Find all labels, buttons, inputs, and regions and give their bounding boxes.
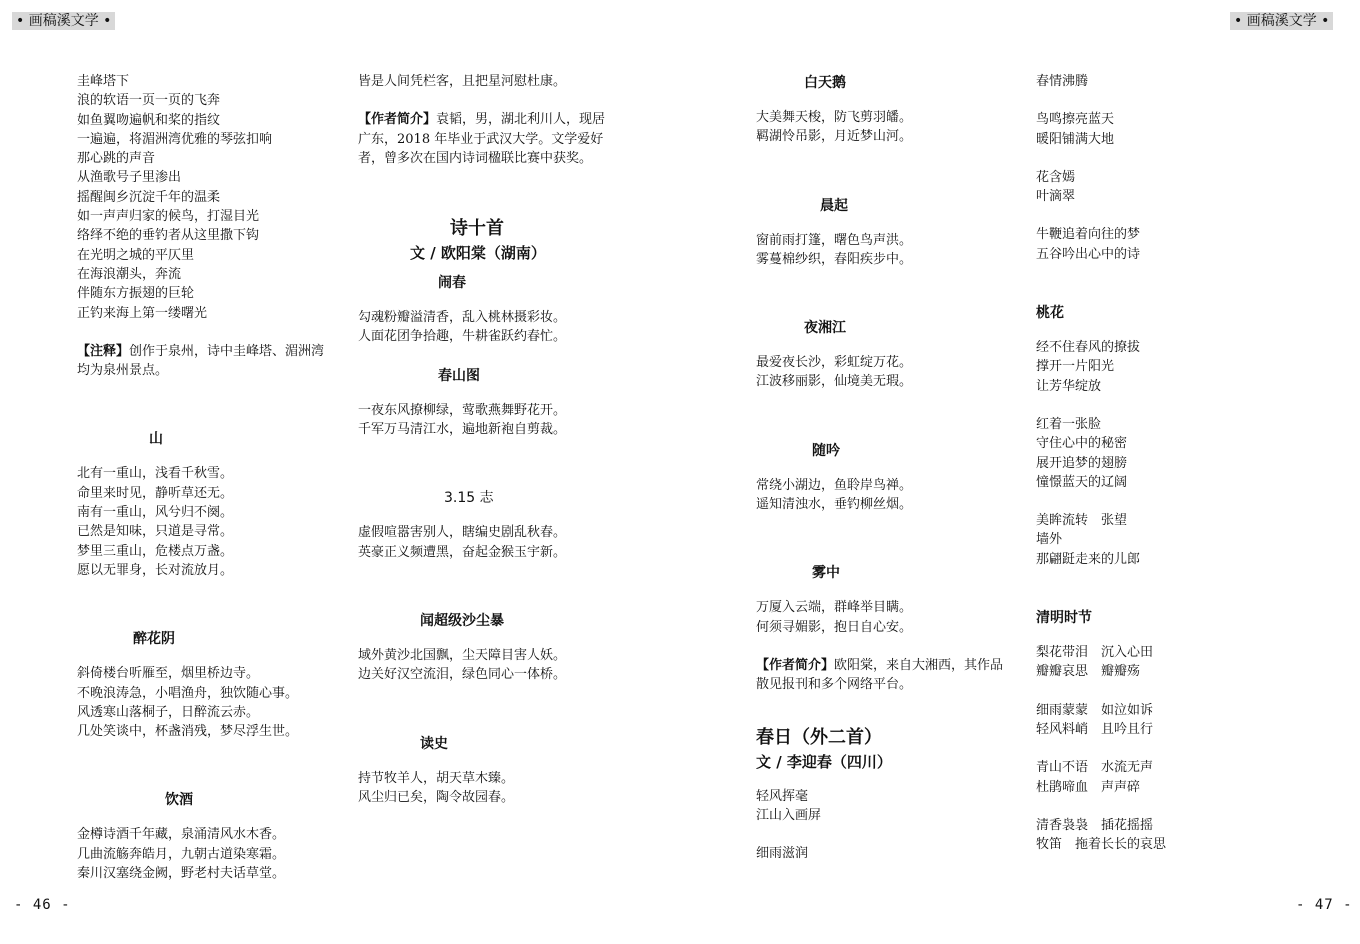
poem-line: 鸟鸣擦亮蓝天 [1036,112,1115,128]
poem-line: 窗前雨打篷，曙色鸟声洪。 [756,232,913,248]
column-3 [756,72,1016,863]
poem-line: 几曲流觞奔皓月，九朝古道染寒霜。 [77,846,286,862]
poem-title-taohua: 桃花 [1036,305,1064,322]
poem-line: 撑开一片阳光 [1036,359,1115,375]
poem-line: 南有一重山，风兮归不阕。 [77,505,234,521]
poem-line: 花含嫣 [1036,169,1076,185]
poem-line: 命里来时见，静听草还无。 [77,485,234,501]
poem-line: 红着一张脸 [1036,416,1102,432]
poem-line: 持节牧羊人，胡天草木臻。 [358,770,515,786]
poem-line: 杜鹃啼血 声声碎 [1036,779,1141,795]
poem-line: 细雨滋润 [756,846,809,862]
poem-line: 风尘归已矣，陶令故园春。 [358,789,515,805]
poem-title: 春山图 [438,367,480,384]
poem-line: 梦里三重山，危楼点万盏。 [77,543,234,559]
note-text: 创作于泉州，诗中圭峰塔、湄洲湾均为泉州景点。 [77,343,325,379]
poem-line: 梨花带泪 沉入心田 [1036,645,1154,661]
poem-line: 一遍遍，将湄洲湾优雅的琴弦扣响 [77,131,273,147]
poem-title: 读史 [420,735,448,752]
poem-line: 大美舞天梭，防飞剪羽皤。 [756,110,913,125]
poem-line: 北有一重山，浅看千秋雪。 [77,466,234,482]
poem-line: 万厦入云端，群峰举目瞒。 [756,600,913,616]
note-label: 【注释】 [77,343,130,359]
poem-line: 不晚浪涛急，小唱渔舟，独饮随心事。 [77,685,299,701]
poem-line: 几处笑谈中，杯盏消残，梦尽浮生世。 [77,724,299,740]
column-4 [1036,72,1296,854]
poem-line: 域外黄沙北国飘，尘天障目害人妖。 [358,647,567,663]
poem-line: 那心跳的声音 [77,151,156,167]
poem-title-zuihuayin: 醉花阴 [133,631,175,648]
poem-line: 清香袅袅 插花摇摇 [1036,817,1154,833]
poem-line: 人面花团争拾趣，牛耕雀跃约春忙。 [358,329,567,345]
poem-line: 秦川汉塞绕金阙，野老村夫话草堂。 [77,866,286,882]
section-title: 春日（外二首） [756,726,882,748]
poem-title: 雾中 [812,565,840,582]
poem-title: 随吟 [812,442,840,459]
section-title: 诗十首 [450,218,504,240]
poem-line: 墙外 [1036,532,1063,548]
page-number-right: - 47 - [1296,897,1353,913]
bio-text: 欧阳棠，来自大湘西，其作品散见报刊和多个网络平台。 [756,657,1004,693]
poem-line: 正钓来海上第一缕曙光 [77,305,208,321]
poem-line: 瓣瓣哀思 瓣瓣殇 [1036,664,1141,680]
poem-line: 愿以无罪身，长对流放月。 [77,562,234,578]
poem-line: 羁湖怜吊影，月近梦山河。 [756,129,913,145]
poem-line: 江山入画屏 [756,807,822,823]
poem-line: 英豪正义频遭黑，奋起金猴玉宇新。 [358,544,567,560]
annotation-note [77,342,337,381]
poem-line: 伴随东方振翅的巨轮 [77,286,195,302]
poem-line: 让芳华绽放 [1036,378,1102,394]
bio-label: 【作者简介】 [358,112,437,128]
poem-line: 憧憬蓝天的辽阔 [1036,474,1128,490]
poem-line: 守住心中的秘密 [1036,436,1128,452]
poem-line: 已然是知味，只道是寻常。 [77,524,234,540]
poem-line: 在海浪潮头，奔流 [77,266,182,282]
poem-title: 夜湘江 [804,320,846,337]
poem-line: 展开追梦的翅膀 [1036,455,1128,471]
poem-line: 轻风料峭 且吟且行 [1036,721,1154,737]
poem-line: 一夜东风撩柳绿，莺歌燕舞野花开。 [358,402,567,418]
section-author: 文 / 欧阳棠（湖南） [410,244,546,263]
author-bio [358,110,608,168]
poem-title: 闹春 [438,275,466,292]
poem-line: 美眸流转 张望 [1036,513,1128,529]
poem-line: 如鱼翼吻遍帆和桨的指纹 [77,112,221,128]
poem-title: 闻超级沙尘暴 [420,612,504,629]
column-2 [358,72,608,807]
poem-line: 遥知清浊水，垂钓柳丝烟。 [756,497,913,513]
poem-line: 叶滴翠 [1036,189,1076,205]
running-header-left: • 画稿溪文学 • [12,12,115,30]
poem-line: 浪的软语一页一页的飞奔 [77,93,221,109]
poem-title: 白天鹅 [804,75,846,91]
poem-line: 在光明之城的平仄里 [77,247,195,263]
poem-line: 细雨蒙蒙 如泣如诉 [1036,702,1154,718]
poem-title-shan: 山 [149,431,163,448]
page-number-left: - 46 - [14,897,71,913]
section-author: 文 / 李迎春（四川） [756,752,892,771]
poem-line: 边关好汉空流泪，绿色同心一体桥。 [358,667,567,683]
poem-line: 摇醒闽乡沉淀千年的温柔 [77,189,221,205]
bio-label: 【作者简介】 [756,657,835,673]
poem-title-qingming: 清明时节 [1036,610,1092,627]
poem-line: 牛鞭追着向往的梦 [1036,227,1141,243]
poem-line: 雾蔓棉纱织，春阳疾步中。 [756,251,913,267]
running-header-right: • 画稿溪文学 • [1230,12,1333,30]
poem-line: 金樽诗酒千年藏，泉涌清风水木香。 [77,827,286,843]
poem-line: 牧笛 拖着长长的哀思 [1036,837,1167,853]
bio-text: 袁韬，男，湖北利川人，现居广东，2018 年毕业于武汉大学。文学爱好者，曾多次在国内诗词楹联比赛中获奖。 [358,112,606,166]
column-1 [77,72,337,883]
poem-line: 轻风挥毫 [756,788,809,804]
poem-line: 春情沸腾 [1036,74,1089,89]
poem-title: 晨起 [820,197,848,214]
poem-line: 何须寻媚影，抱日自心安。 [756,619,913,635]
poem-line: 斜倚楼台听雁至，烟里桥边寺。 [77,666,260,682]
poem-line: 从渔歌号子里渗出 [77,170,182,186]
author-bio [756,656,1016,695]
poem-title: 3.15 志 [444,490,494,507]
poem-line: 最爱夜长沙，彩虹绽万花。 [756,355,913,371]
poem-line: 虚假喧嚣害别人，瞎编史剧乱秋春。 [358,525,567,541]
poem-line: 风透寒山落桐子，日醉流云赤。 [77,704,260,720]
poem-line: 如一声声归家的候鸟，打湿目光 [77,209,260,225]
poem-line: 常绕小湖边，鱼聆岸鸟禅。 [756,477,913,493]
poem-line: 皆是人间凭栏客，且把星河慰杜康。 [358,74,567,89]
poem-line: 络绎不绝的垂钓者从这里撒下钩 [77,228,260,244]
poem-line: 经不住春风的撩拔 [1036,340,1141,356]
poem-continued [77,72,337,323]
poem-line: 千军万马清江水，遍地新袍自剪裁。 [358,422,567,438]
poem-title-yinjiu: 饮酒 [165,792,193,809]
poem-line: 江波移丽影，仙境美无瑕。 [756,374,913,390]
poem-line: 那翩跹走来的儿郎 [1036,551,1141,567]
poem-line: 青山不语 水流无声 [1036,760,1154,776]
poem-line: 暖阳铺满大地 [1036,131,1115,147]
poem-line: 勾魂粉瓣溢清香，乱入桃林摄彩妆。 [358,310,567,326]
poem-line: 圭峰塔下 [77,74,130,89]
poem-line: 五谷吟出心中的诗 [1036,246,1141,262]
